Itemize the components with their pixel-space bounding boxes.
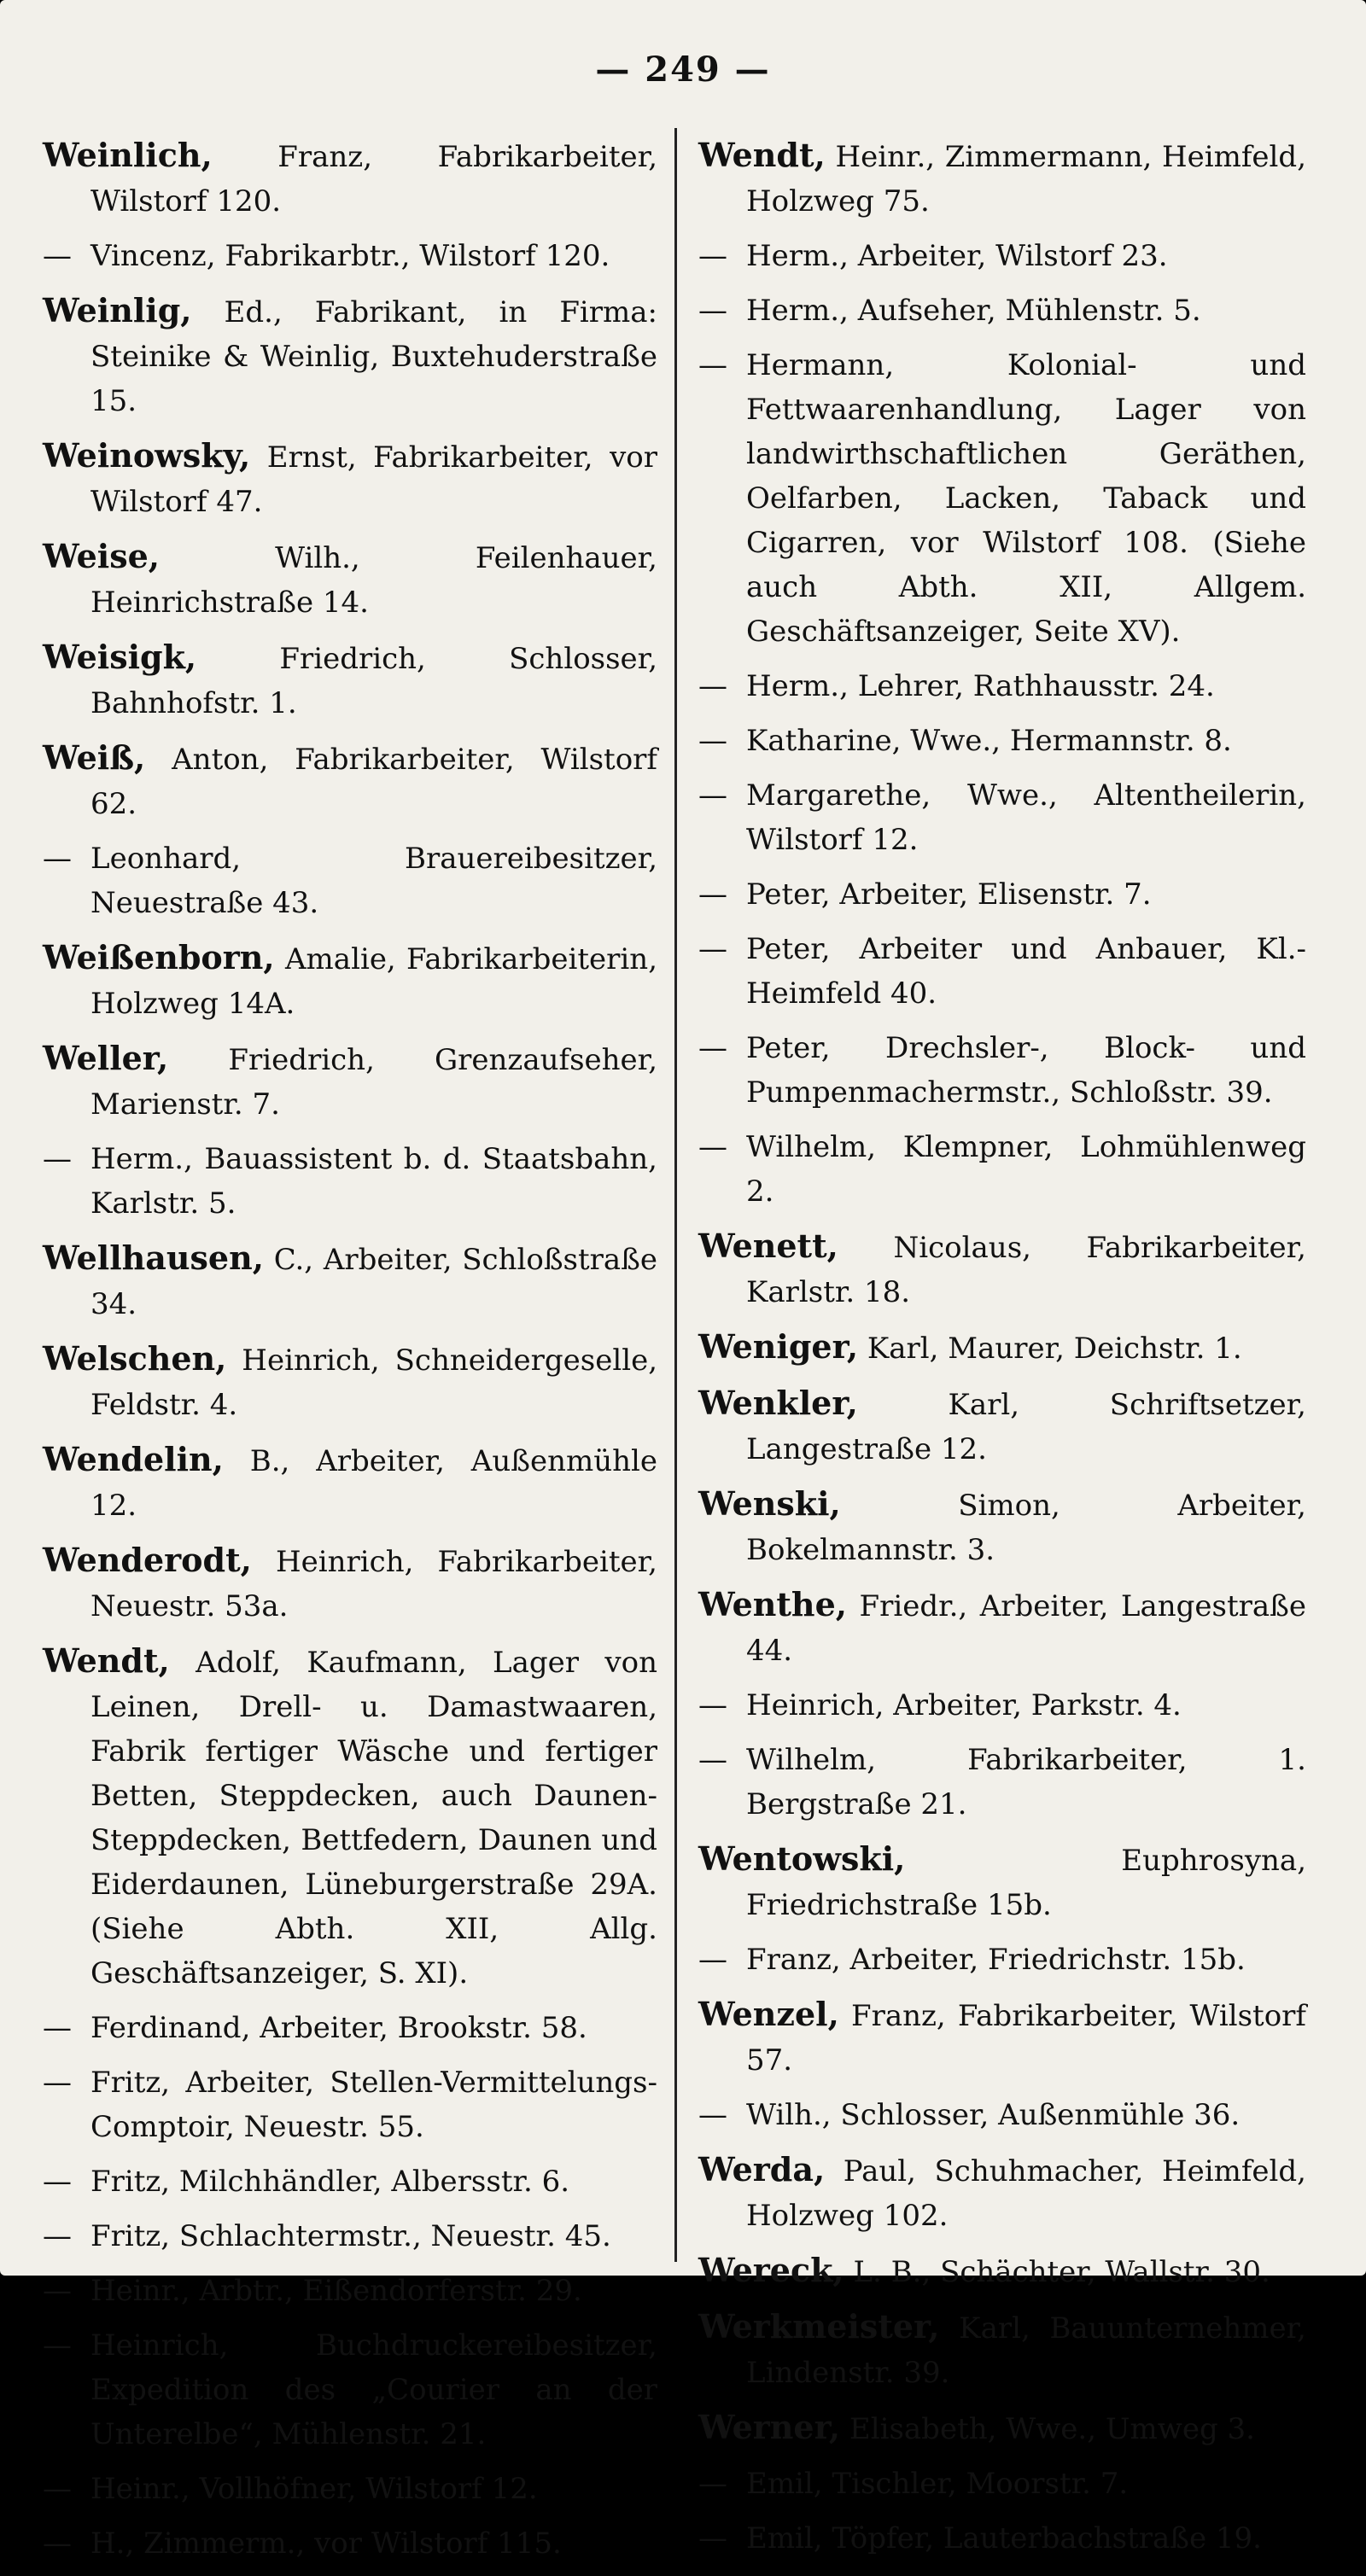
entry-text: Peter, Drechsler-, Block- und Pumpenmachermstr., Schloßstr. 39. bbox=[746, 1031, 1306, 1110]
directory-entry bbox=[698, 1992, 1306, 2083]
entry-text: Fritz, Arbeiter, Stellen-Vermittelungs-Comptoir, Neuestr. 55. bbox=[90, 2066, 657, 2144]
entry-text: Heinrich, Buchdruckereibesitzer, Expedition des „Courier an der Unterelbe“, Mühlenstr. 21. bbox=[90, 2328, 657, 2451]
entry-dash: — bbox=[43, 2066, 72, 2100]
directory-entry bbox=[43, 1639, 657, 1996]
entry-text: Wilhelm, Fabrikarbeiter, 1. Bergstraße 21. bbox=[746, 1743, 1306, 1821]
entry-text: B., Arbeiter, Außenmühle 12. bbox=[90, 1444, 657, 1523]
entry-text: Fritz, Schlachtermstr., Neuestr. 45. bbox=[90, 2219, 611, 2253]
directory-entry bbox=[698, 664, 1306, 708]
entry-surname: Wenzel, bbox=[698, 1995, 839, 2033]
entry-text: L. B., Schächter, Wallstr. 30. bbox=[853, 2255, 1270, 2289]
directory-entry bbox=[698, 2305, 1306, 2395]
entry-text: Heinr., Vollhöfner, Wilstorf 12. bbox=[90, 2472, 538, 2506]
directory-entry bbox=[698, 288, 1306, 333]
entry-text: Herm., Lehrer, Rathhausstr. 24. bbox=[746, 669, 1215, 703]
entry-dash: — bbox=[698, 932, 727, 966]
entry-text: Fritz, Milchhändler, Albersstr. 6. bbox=[90, 2165, 570, 2199]
entry-dash: — bbox=[698, 239, 727, 273]
directory-entry bbox=[698, 1125, 1306, 1214]
entry-text: Hermann, Kolonial- und Fettwaarenhandlung, Lager von landwirthschaftlichen Geräthen, Oelfarben, Lacken, Taback und Cigarren, vor Wilstorf 108. (Siehe auch Abth. XII, Allgem. Geschäftsanzeiger, Seite XV). bbox=[746, 348, 1306, 649]
entry-text: Herm., Aufseher, Mühlenstr. 5. bbox=[746, 294, 1201, 328]
directory-entry bbox=[698, 2248, 1306, 2294]
entry-dash: — bbox=[698, 2467, 727, 2501]
entry-dash: — bbox=[698, 2521, 727, 2556]
directory-entry bbox=[698, 343, 1306, 654]
entry-text: Heinr., Arbtr., Eißendorferstr. 29. bbox=[90, 2274, 582, 2308]
entry-text: Amalie, Fabrikarbeiterin, Holzweg 14A. bbox=[90, 942, 658, 1021]
entry-text: Friedr., Arbeiter, Langestraße 44. bbox=[746, 1589, 1306, 1668]
entry-text: Heinrich, Fabrikarbeiter, Neuestr. 53a. bbox=[90, 1545, 657, 1623]
entry-text: Paul, Schuhmacher, Heimfeld, Holzweg 102. bbox=[746, 2154, 1306, 2233]
entry-dash: — bbox=[698, 724, 727, 758]
entry-text: Euphrosyna, Friedrichstraße 15b. bbox=[746, 1844, 1306, 1922]
entry-dash: — bbox=[43, 2165, 72, 2199]
entry-text: Anton, Fabrikarbeiter, Wilstorf 62. bbox=[90, 743, 658, 821]
entry-surname: Welschen, bbox=[43, 1339, 227, 1378]
entry-surname: Weinlig, bbox=[43, 291, 192, 329]
directory-entry bbox=[43, 234, 657, 278]
directory-entry bbox=[698, 872, 1306, 917]
right-column bbox=[698, 133, 1306, 2571]
directory-entry bbox=[698, 1026, 1306, 1115]
entry-text: Peter, Arbeiter und Anbauer, Kl.-Heimfeld 40. bbox=[746, 932, 1306, 1011]
entry-dash: — bbox=[43, 2274, 72, 2308]
entry-dash: — bbox=[698, 294, 727, 328]
entry-text: Karl, Schriftsetzer, Langestraße 12. bbox=[746, 1388, 1306, 1466]
entry-text: Emil, Töpfer, Lauterbachstraße 19. bbox=[746, 2521, 1262, 2556]
entry-surname: Wenthe, bbox=[698, 1585, 847, 1623]
directory-entry bbox=[43, 1337, 657, 1427]
entry-dash: — bbox=[43, 2219, 72, 2253]
directory-entry bbox=[43, 2060, 657, 2149]
directory-entry bbox=[698, 1381, 1306, 1472]
entry-surname: Weniger, bbox=[698, 1327, 859, 1366]
directory-entry bbox=[698, 1224, 1306, 1314]
directory-entry bbox=[43, 534, 657, 625]
entry-dash: — bbox=[43, 2526, 72, 2561]
directory-entry bbox=[43, 1236, 657, 1326]
directory-entry bbox=[698, 1837, 1306, 1927]
directory-entry bbox=[43, 1437, 657, 1528]
directory-entry bbox=[698, 1582, 1306, 1673]
directory-entry bbox=[698, 927, 1306, 1016]
directory-entry bbox=[43, 2323, 657, 2457]
entry-text: Herm., Arbeiter, Wilstorf 23. bbox=[746, 239, 1168, 273]
entry-text: Simon, Arbeiter, Bokelmannstr. 3. bbox=[746, 1489, 1306, 1567]
directory-entry bbox=[43, 935, 657, 1026]
entry-dash: — bbox=[43, 2328, 72, 2363]
entry-dash: — bbox=[698, 1130, 727, 1164]
entry-text: Peter, Arbeiter, Elisenstr. 7. bbox=[746, 877, 1152, 912]
directory-entry bbox=[43, 836, 657, 925]
entry-text: H., Zimmerm., vor Wilstorf 115. bbox=[90, 2526, 562, 2561]
entry-dash: — bbox=[698, 2098, 727, 2132]
entry-text: Vincenz, Fabrikarbtr., Wilstorf 120. bbox=[90, 239, 610, 273]
directory-entry bbox=[43, 2214, 657, 2258]
left-column bbox=[43, 133, 657, 2576]
entry-text: Friedrich, Schlosser, Bahnhofstr. 1. bbox=[90, 642, 658, 720]
directory-entry bbox=[43, 2467, 657, 2511]
entry-dash: — bbox=[43, 239, 72, 273]
entry-text: Adolf, Kaufmann, Lager von Leinen, Drell- u. Damastwaaren, Fabrik fertiger Wäsche und fertiger Betten, Steppdecken, auch Daunen-Steppdecken, Bettfedern, Daunen und Eiderdaunen, Lüneburgerstraße 29A. (Siehe Abth. XII, Allg. Geschäftsanzeiger, S. XI). bbox=[90, 1646, 658, 1990]
entry-surname: Werkmeister, bbox=[698, 2307, 940, 2346]
entry-text: Nicolaus, Fabrikarbeiter, Karlstr. 18. bbox=[746, 1231, 1306, 1309]
entry-text: Franz, Fabrikarbeiter, Wilstorf 120. bbox=[90, 140, 658, 219]
entry-surname: Wereck, bbox=[698, 2251, 844, 2289]
column-divider bbox=[674, 128, 677, 2262]
entry-surname: Wenett, bbox=[698, 1227, 838, 1265]
directory-entry bbox=[698, 2405, 1306, 2451]
entry-text: Heinrich, Arbeiter, Parkstr. 4. bbox=[746, 1688, 1182, 1722]
directory-entry bbox=[698, 1738, 1306, 1827]
directory-entry bbox=[43, 736, 657, 826]
entry-dash: — bbox=[698, 778, 727, 813]
directory-entry bbox=[698, 1482, 1306, 1572]
directory-entry bbox=[43, 2006, 657, 2050]
directory-entry bbox=[698, 773, 1306, 862]
entry-surname: Werner, bbox=[698, 2408, 841, 2446]
entry-surname: Wellhausen, bbox=[43, 1238, 264, 1277]
directory-entry bbox=[698, 2093, 1306, 2137]
entry-dash: — bbox=[698, 1743, 727, 1777]
entry-text: Ernst, Fabrikarbeiter, vor Wilstorf 47. bbox=[90, 440, 658, 519]
entry-text: C., Arbeiter, Schloßstraße 34. bbox=[90, 1243, 658, 1321]
directory-entry bbox=[43, 2159, 657, 2204]
directory-entry bbox=[43, 1036, 657, 1127]
directory-entry bbox=[43, 2269, 657, 2313]
entry-surname: Weinowsky, bbox=[43, 436, 251, 475]
entry-surname: Wentowski, bbox=[698, 1839, 906, 1878]
entry-surname: Weisigk, bbox=[43, 638, 197, 676]
entry-text: Margarethe, Wwe., Altentheilerin, Wilstorf 12. bbox=[746, 778, 1306, 857]
entry-surname: Wendt, bbox=[698, 136, 826, 174]
entry-dash: — bbox=[698, 1688, 727, 1722]
entry-surname: Wendelin, bbox=[43, 1440, 224, 1478]
directory-entry bbox=[43, 1137, 657, 1226]
entry-text: Herm., Bauassistent b. d. Staatsbahn, Karlstr. 5. bbox=[90, 1142, 657, 1221]
entry-surname: Weißenborn, bbox=[43, 938, 275, 976]
entry-dash: — bbox=[43, 2011, 72, 2045]
entry-dash: — bbox=[698, 1943, 727, 1977]
entry-text: Karl, Bauunternehmer, Lindenstr. 39. bbox=[746, 2311, 1306, 2390]
entry-text: Wilhelm, Klempner, Lohmühlenweg 2. bbox=[746, 1130, 1306, 1209]
entry-text: Wilh., Schlosser, Außenmühle 36. bbox=[746, 2098, 1240, 2132]
entry-text: Emil, Tischler, Moorstr. 7. bbox=[746, 2467, 1129, 2501]
directory-entry bbox=[698, 1938, 1306, 1982]
directory-entry bbox=[698, 2462, 1306, 2506]
entry-text: Franz, Fabrikarbeiter, Wilstorf 57. bbox=[746, 1999, 1306, 2078]
entry-text: Wilh., Feilenhauer, Heinrichstraße 14. bbox=[90, 541, 657, 620]
directory-entry bbox=[43, 288, 657, 423]
entry-surname: Werda, bbox=[698, 2150, 826, 2188]
entry-text: Katharine, Wwe., Hermannstr. 8. bbox=[746, 724, 1232, 758]
directory-entry bbox=[698, 2148, 1306, 2238]
directory-entry bbox=[43, 2521, 657, 2566]
entry-surname: Wendt, bbox=[43, 1641, 170, 1680]
directory-entry bbox=[43, 434, 657, 524]
entry-surname: Weller, bbox=[43, 1039, 169, 1077]
entry-dash: — bbox=[698, 348, 727, 382]
entry-text: Heinrich, Schneidergeselle, Feldstr. 4. bbox=[90, 1343, 658, 1422]
directory-entry bbox=[43, 1538, 657, 1629]
entry-dash: — bbox=[698, 877, 727, 912]
entry-text: Ferdinand, Arbeiter, Brookstr. 58. bbox=[90, 2011, 587, 2045]
entry-surname: Weiß, bbox=[43, 738, 146, 777]
directory-entry bbox=[698, 1325, 1306, 1371]
entry-dash: — bbox=[43, 842, 72, 876]
directory-entry bbox=[698, 2516, 1306, 2561]
directory-entry bbox=[698, 133, 1306, 224]
entry-surname: Weise, bbox=[43, 537, 160, 575]
entry-dash: — bbox=[43, 1142, 72, 1176]
entry-text: Ed., Fabrikant, in Firma: Steinike & Weinlig, Buxtehuderstraße 15. bbox=[90, 295, 658, 418]
directory-entry bbox=[698, 1683, 1306, 1728]
entry-text: Heinr., Zimmermann, Heimfeld, Holzweg 75. bbox=[746, 140, 1307, 219]
directory-entry bbox=[43, 635, 657, 726]
entry-surname: Wenkler, bbox=[698, 1384, 858, 1422]
directory-entry bbox=[698, 234, 1306, 278]
entry-text: Leonhard, Brauereibesitzer, Neuestraße 43. bbox=[90, 842, 657, 920]
directory-entry bbox=[43, 133, 657, 224]
entry-surname: Wenderodt, bbox=[43, 1541, 252, 1579]
entry-dash: — bbox=[698, 669, 727, 703]
entry-dash: — bbox=[43, 2472, 72, 2506]
page-number: — 249 — bbox=[595, 50, 771, 90]
entry-text: Karl, Maurer, Deichstr. 1. bbox=[867, 1332, 1242, 1366]
entry-text: Friedrich, Grenzaufseher, Marienstr. 7. bbox=[90, 1043, 657, 1122]
directory-entry bbox=[698, 719, 1306, 763]
entry-surname: Wenski, bbox=[698, 1484, 841, 1523]
entry-text: Elisabeth, Wwe., Umweg 3. bbox=[849, 2412, 1255, 2446]
entry-surname: Weinlich, bbox=[43, 136, 213, 174]
entry-text: Franz, Arbeiter, Friedrichstr. 15b. bbox=[746, 1943, 1246, 1977]
entry-dash: — bbox=[698, 1031, 727, 1065]
